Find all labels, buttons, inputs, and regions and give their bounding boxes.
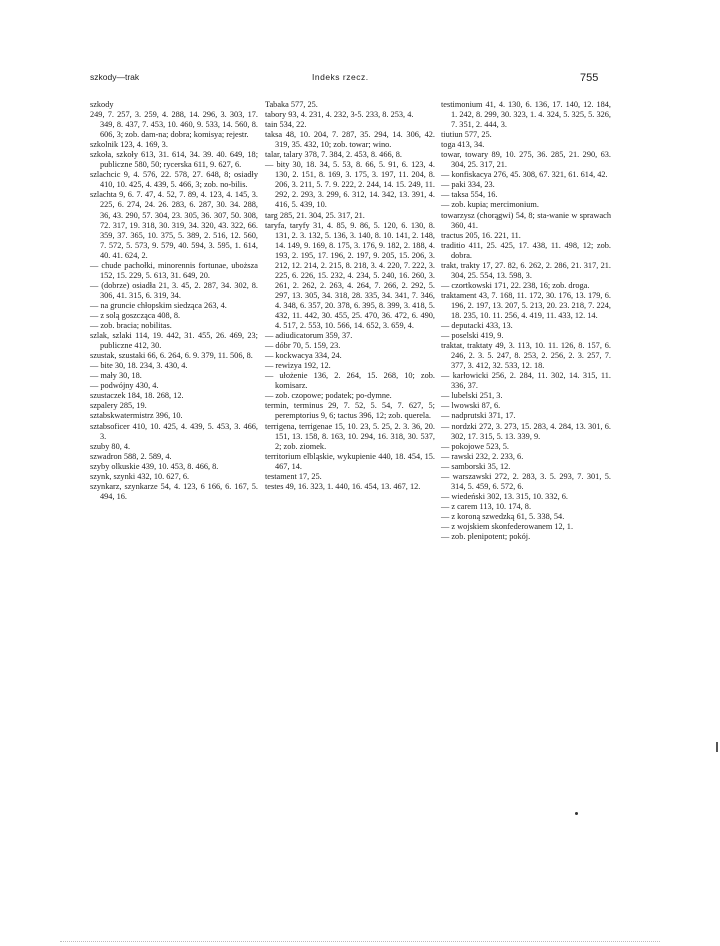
index-entry: szkoła, szkoły 613, 31. 614, 34. 39. 40. 649, 18; publiczne 580, 50; rycerska 611, 9. 627, 6. [90,150,258,170]
index-entry: szlak, szlaki 114, 19. 442, 31. 455, 26. 469, 23; publiczne 412, 30. [90,331,258,351]
index-entry: szyby olkuskie 439, 10. 453, 8. 466, 8. [90,461,219,471]
footer-rule [60,941,660,942]
index-entry: — na gruncie chłopskim siedząca 263, 4. [90,300,227,310]
index-entry: — konfiskacya 276, 45. 308, 67. 321, 61. 614, 42. [441,170,608,180]
index-entry: talar, talary 378, 7. 384, 2. 453, 8. 466, 8. [265,150,403,160]
index-entry: targ 285, 21. 304, 25. 317, 21. [265,210,365,220]
index-entry: — paki 334, 23. [441,180,495,190]
index-entry: towarzysz (chorągwi) 54, 8; sta-wanie w sprawach 360, 41. [441,210,611,230]
index-entry: traktament 43, 7. 168, 11. 172, 30. 176, 13. 179, 6. 196, 2. 197, 13. 207, 5. 213, 20. 23. 218, 7. 224, 18. 235, 10. 11. 256, 4. 419, 11. 433, 12. 14. [441,290,611,320]
edge-mark [716,742,718,752]
index-entry: — deputacki 433, 13. [441,321,513,331]
index-entry: — kockwacya 334, 24. [265,351,342,361]
index-entry: szkolnik 123, 4. 169, 3. [90,140,168,150]
index-entry: szustak, szustaki 66, 6. 264, 6. 9. 379, 11. 506, 8. [90,351,253,361]
index-entry: szwadron 588, 2. 589, 4. [90,451,172,461]
index-entry: — adiudicatorum 359, 37. [265,331,353,341]
index-entry: tiutiun 577, 25. [441,130,492,140]
index-entry: — nadprutski 371, 17. [441,411,516,421]
index-entry: — karłowicki 256, 2. 284, 11. 302, 14. 315, 11. 336, 37. [441,371,611,391]
index-entry: testament 17, 25. [265,471,322,481]
index-entry: — dóbr 70, 5. 159, 23. [265,341,341,351]
index-entry: — z solą goszcząca 408, 8. [90,310,181,320]
index-entry: — podwójny 430, 4. [90,381,159,391]
index-entry: — (dobrze) osiadła 21, 3. 45, 2. 287, 34. 302, 8. 306, 41. 315, 6. 319, 34. [90,280,258,300]
index-column-1 [90,100,258,502]
index-entry: Tabaka 577, 25. [265,100,318,109]
index-column-2 [265,100,435,492]
index-entry: taryfa, taryfy 31, 4. 85, 9. 86, 5. 120, 6. 130, 8. 131, 2. 3. 132, 5. 136, 3. 140, 8. 10. 141, 2. 148, 14. 149, 9. 169, 8. 175, 3. 176, 9. 182, 2. 188, 4. 193, 2. 195, 17. 196, 2. 197, 9. 205, 15. 206, 3. 212, 12. 214, 2. 215, 8. 218, 3. 4. 220, 7. 222, 3. 225, 6. 226, 15. 232, 4. 234, 5. 240, 16. 260, 3. 261, 2. 262, 2. 263, 4. 264, 7. 266, 2. 292, 5. 297, 13. 305, 34. 318, 28. 335, 34. 341, 7. 346, 4. 348, 6. 357, 20. 378, 6. 395, 8. 399, 3. 418, 5. 432, 11. 442, 30. 455, 25. 470, 36. 472, 6. 490, 4. 517, 2. 553, 10. 566, 14. 652, 3. 659, 4. [265,220,435,331]
index-entry: traktat, traktaty 49, 3. 113, 10. 11. 126, 8. 157, 6. 246, 2. 3. 5. 247, 8. 253, 2. 256, 2. 3. 257, 7. 377, 3. 412, 32. 533, 12. 18. [441,341,611,371]
index-entry: szynk, szynki 432, 10. 627, 6. [90,471,190,481]
index-entry: — mały 30, 18. [90,371,142,381]
index-entry: szuby 80, 4. [90,441,131,451]
index-entry: — czortkowski 171, 22. 238, 16; zob. droga. [441,280,590,290]
index-entry: — samborski 35, 12. [441,461,511,471]
index-entry: — zob. plenipotent; pokój. [441,532,531,542]
index-entry: szlachcic 9, 4. 576, 22. 578, 27. 648, 8; osiadły 410, 10. 425, 4. 439, 5. 466, 3; zob. no-bilis. [90,170,258,190]
index-entry: 249, 7. 257, 3. 259, 4. 288, 14. 296, 3. 303, 17. 349, 8. 437, 7. 453, 10. 460, 9. 533, 14. 560, 8. 606, 3; zob. dam-na; dobra; komisya; rejestr. [90,110,258,140]
index-entry: — rewizya 192, 12. [265,361,331,371]
index-entry: trakt, trakty 17, 27. 82, 6. 262, 2. 286, 21. 317, 21. 304, 25. 554, 13. 598, 3. [441,260,611,280]
index-entry: taksa 48, 10. 204, 7. 287, 35. 294, 14. 306, 42. 319, 35. 432, 10; zob. towar; wino. [265,130,435,150]
page-number: 755 [580,72,599,84]
index-entry: — z koroną szwedzką 61, 5. 338, 54. [441,511,565,521]
index-entry: — zob. czopowe; podatek; po-dymne. [265,391,392,401]
index-entry: testimonium 41, 4. 130, 6. 136, 17. 140, 12. 184, 1. 242, 8. 299, 30. 323, 1. 4. 324, 5. 325, 5. 326, 7. 351, 2. 444, 3. [441,100,611,130]
index-entry: — zob. kupia; mercimonium. [441,200,539,210]
index-entry: — lubelski 251, 3. [441,391,503,401]
index-entry: szynkarz, szynkarze 54, 4. 123, 6 166, 6. 167, 5. 494, 16. [90,481,258,501]
index-entry: — nordzki 272, 3. 273, 15. 283, 4. 284, 13. 301, 6. 302, 17. 315, 5. 13. 339, 9. [441,421,611,441]
index-entry: — z carem 113, 10. 174, 8. [441,501,532,511]
index-entry: szustaczek 184, 18. 268, 12. [90,391,184,401]
index-entry: traditio 411, 25. 425, 17. 438, 11. 498, 12; zob. dobra. [441,240,611,260]
index-entry: — poselski 419, 9. [441,331,504,341]
index-entry: termin, terminus 29, 7. 52, 5. 54, 7. 627, 5; peremptorius 9, 6; tactus 396, 12; zob. querela. [265,401,435,421]
index-entry: — pokojowe 523, 5. [441,441,509,451]
index-entry: tractus 205, 16. 221, 11. [441,230,521,240]
index-entry: szkody [90,100,114,109]
running-head-left: szkody—trak [90,72,140,82]
index-entry: toga 413, 34. [441,140,485,150]
index-entry: — wiedeński 302, 13. 315, 10. 332, 6. [441,491,568,501]
index-entry: sztabsoficer 410, 10. 425, 4. 439, 5. 453, 3. 466, 3. [90,421,258,441]
index-entry: szpalery 285, 19. [90,401,147,411]
index-entry: — ułożenie 136, 2. 264, 15. 268, 10; zob. komisarz. [265,371,435,391]
index-entry: — taksa 554, 16. [441,190,498,200]
index-entry: tabory 93, 4. 231, 4. 232, 3-5. 233, 8. 253, 4. [265,110,414,120]
index-entry: terrigena, terrigenae 15, 10. 23, 5. 25, 2. 3. 36, 20. 151, 13. 158, 8. 163, 10. 294, 16. 318, 30. 537, 2; zob. ziomek. [265,421,435,451]
index-entry: — rawski 232, 2. 233, 6. [441,451,524,461]
index-entry: tain 534, 22. [265,120,307,130]
index-entry: — zob. bracia; nobilitas. [90,321,172,331]
index-column-3 [441,100,611,542]
index-entry: — lwowski 87, 6. [441,401,501,411]
index-entry: — z wojskiem skonfederowanem 12, 1. [441,521,574,531]
index-entry: sztabskwatermistrz 396, 10. [90,411,183,421]
ink-dot [575,812,578,815]
index-entry: territorium elbląskie, wykupienie 440, 18. 454, 15. 467, 14. [265,451,435,471]
index-entry: testes 49, 16. 323, 1. 440, 16. 454, 13. 467, 12. [265,481,421,491]
running-head-center: Indeks rzecz. [312,72,369,82]
index-entry: towar, towary 89, 10. 275, 36. 285, 21. 290, 63. 304, 25. 317, 21. [441,150,611,170]
index-entry: szlachta 9, 6. 7. 47, 4. 52, 7. 89, 4. 123, 4. 145, 3. 225, 6. 274, 24. 26. 283, 6. 287, 30. 34. 288, 36, 43. 290, 57. 304, 23. 305, 36. 307, 50. 308, 72. 317, 19. 318, 30. 319, 34. 320, 43. 322, 66. 359, 37. 365, 10. 375, 5. 389, 2. 516, 12. 560, 7. 572, 5. 573, 9. 579, 40. 594, 3. 595, 1. 614, 40. 41. 624, 2. [90,190,258,260]
index-entry: — chude pachołki, minorennis fortunae, uboższa 152, 15. 229, 5. 613, 31. 649, 20. [90,260,258,280]
index-entry: — bite 30, 18. 234, 3. 430, 4. [90,361,188,371]
index-entry: — warszawski 272, 2. 283, 3. 5. 293, 7. 301, 5. 314, 5. 459, 6. 572, 6. [441,471,611,491]
index-entry: — bity 30, 18. 34, 5. 53, 8. 66, 5. 91, 6. 123, 4. 130, 2. 151, 8. 169, 3. 175, 3. 197, 11. 204, 8. 206, 3. 211, 5. 7. 9. 222, 2. 244, 14. 15. 249, 11. 292, 2. 293, 3. 299, 6. 312, 14. 342, 13. 391, 4. 416, 5. 439, 10. [265,160,435,210]
